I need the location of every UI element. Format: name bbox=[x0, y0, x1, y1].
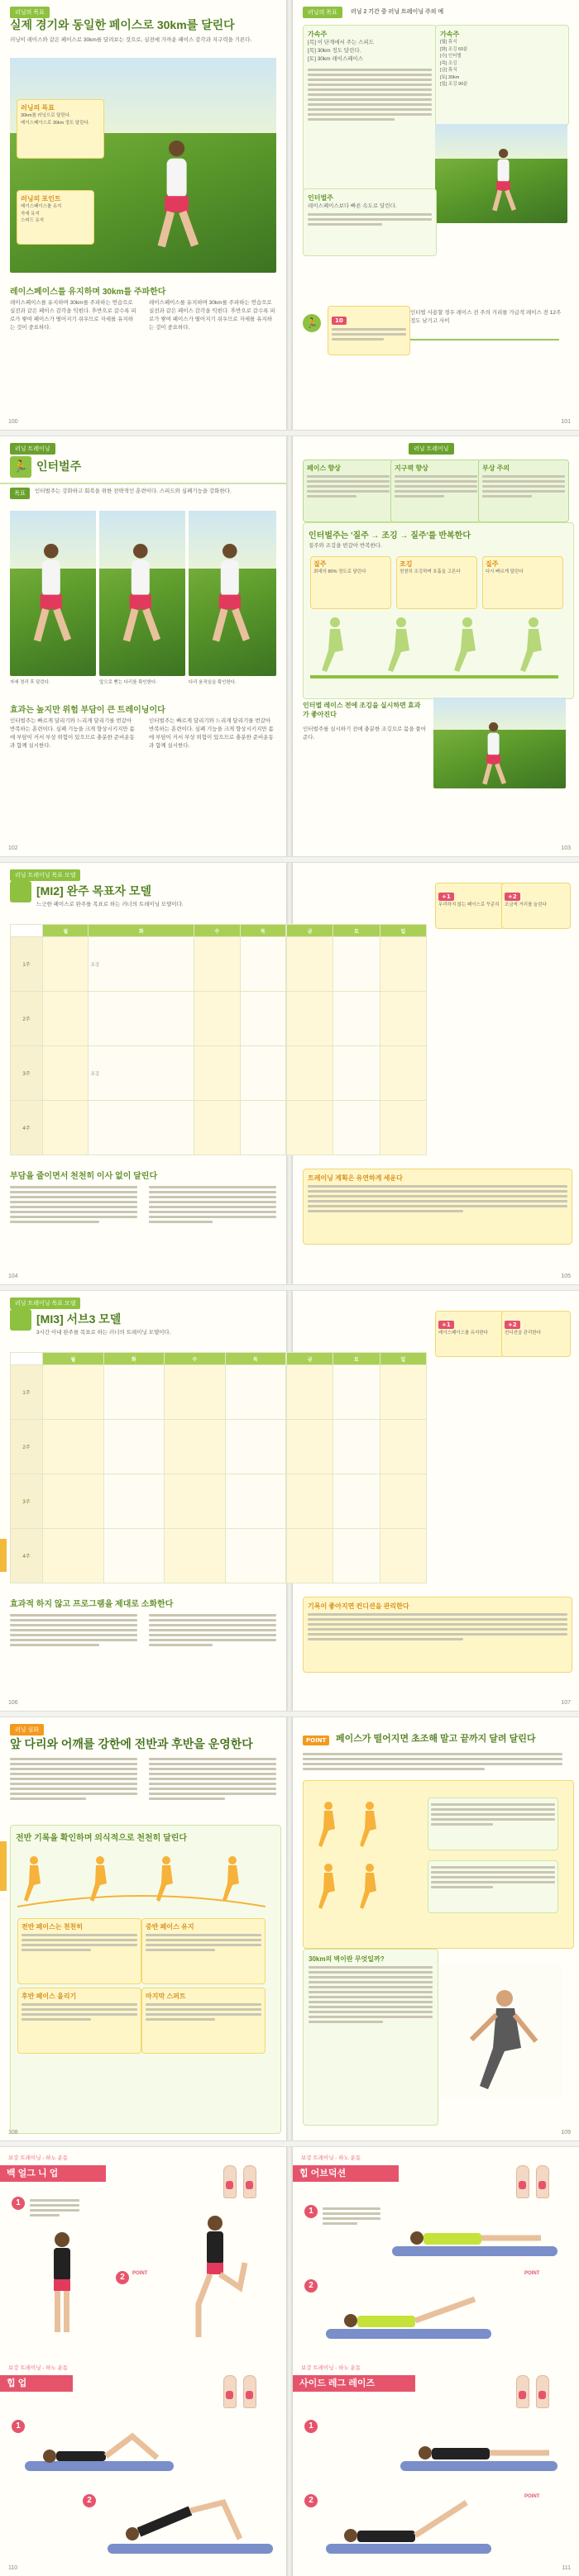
section-tag: 러닝 트레이닝 bbox=[409, 443, 454, 455]
timeline-text: 인터벌 사용할 경우 레이스 전 주의 거리를 가급적 레이스 전 12주 정도 남기고 사이 bbox=[410, 310, 562, 325]
tip-badge: +1 bbox=[438, 893, 454, 901]
row-header: 3주 bbox=[11, 1046, 43, 1101]
row-header: 1주 bbox=[11, 1365, 43, 1420]
pace-down-panel bbox=[303, 1780, 574, 1949]
step-number: 2 bbox=[304, 2494, 318, 2507]
runner-photo-small bbox=[435, 124, 567, 223]
bottom-title: 인터벌 레이스 전에 조깅을 실시하면 효과가 좋아진다 bbox=[303, 702, 421, 718]
section-title: 효과적 하지 않고 프로그램을 제대로 소화한다 bbox=[10, 1600, 174, 1609]
pace-figures bbox=[312, 1797, 419, 1921]
right-box-item: [수] 인터벌 bbox=[440, 54, 462, 60]
tip-title: 컨디션을 관리한다 bbox=[505, 1331, 542, 1336]
section-tag: 러닝 트레이닝 목표 모델 bbox=[10, 869, 80, 881]
plan-box-title: 전반 페이스는 천천히 bbox=[22, 1923, 83, 1931]
left-box-item: [토] 30km 레이스페이스 bbox=[308, 56, 364, 63]
row-header: 1주 bbox=[11, 937, 43, 992]
photo-caption: 자세 정리 후 달린다. bbox=[10, 680, 50, 685]
tip-badge: +2 bbox=[505, 1321, 520, 1329]
step-box bbox=[310, 556, 391, 609]
runner-icon: 🏃 bbox=[303, 314, 321, 332]
page-number: 109 bbox=[561, 2130, 571, 2136]
column-header: 토 bbox=[333, 1353, 380, 1365]
column-header: 월 bbox=[43, 1353, 104, 1365]
point-badge: POINT bbox=[303, 1736, 329, 1745]
wall-info-box bbox=[303, 1949, 438, 2126]
pace-silhouettes bbox=[17, 1852, 266, 1910]
page-number: 104 bbox=[8, 1274, 18, 1279]
tip-title: 레이스페이스를 유지한다 bbox=[438, 1331, 488, 1336]
tip-box-2 bbox=[501, 1311, 571, 1357]
photo-caption-title: 러닝의 목표 bbox=[21, 104, 55, 112]
page-number: 107 bbox=[561, 1700, 571, 1706]
row-header: 2주 bbox=[11, 992, 43, 1046]
info-box-1 bbox=[303, 459, 394, 522]
training-model-table-continued bbox=[286, 924, 427, 1155]
right-box-item: [월] 휴식 bbox=[440, 40, 457, 45]
point-label: POINT bbox=[524, 2271, 540, 2276]
plan-box bbox=[141, 1988, 266, 2054]
column-header: 수 bbox=[194, 925, 240, 937]
section-title: 효과는 높지만 위험 부담이 큰 트레이닝이다 bbox=[10, 706, 165, 715]
bottom-box-title: 인터벌주 bbox=[308, 194, 333, 202]
tip-box-1 bbox=[435, 1311, 505, 1357]
step-number: 2 bbox=[116, 2271, 129, 2284]
legend-item: 자세 유지 bbox=[21, 211, 40, 217]
page-108 bbox=[0, 1717, 286, 2140]
column-header: 금 bbox=[287, 1353, 333, 1365]
diagram-body: 질주와 조깅을 번갈아 반복한다. bbox=[309, 543, 382, 549]
column-header: 목 bbox=[225, 1353, 286, 1365]
page-title: [MI2] 완주 목표자 모델 bbox=[36, 884, 151, 898]
photo-caption: 다리 움직임을 확인한다. bbox=[189, 680, 237, 685]
anatomy-front-icon bbox=[516, 2165, 529, 2198]
page-103 bbox=[293, 436, 579, 856]
step-number: 2 bbox=[304, 2279, 318, 2293]
right-box-title: 가속주 bbox=[440, 31, 460, 38]
plan-box bbox=[17, 1918, 141, 1984]
step-number: 1 bbox=[304, 2420, 318, 2433]
exercise-figure-5 bbox=[400, 2213, 557, 2255]
spread-5 bbox=[0, 1717, 579, 2140]
cell-note: 조깅 bbox=[90, 962, 100, 968]
anatomy-back-icon bbox=[243, 2375, 256, 2408]
page-109 bbox=[293, 1717, 579, 2140]
column-header: 일 bbox=[380, 1353, 426, 1365]
tip-title: 무리하지 않는 페이스로 꾸준히 bbox=[438, 902, 500, 907]
section-title: 레이스페이스를 유지하며 30km를 주파한다 bbox=[10, 288, 166, 297]
anatomy-back-icon bbox=[243, 2165, 256, 2198]
column-header: 화 bbox=[103, 1353, 165, 1365]
cell-note: 조깅 bbox=[90, 1071, 100, 1077]
page-number: 111 bbox=[562, 2565, 571, 2571]
page-107 bbox=[293, 1291, 579, 1711]
model-icon bbox=[10, 1309, 31, 1331]
anatomy-front-icon bbox=[223, 2375, 237, 2408]
step-number: 1 bbox=[12, 2420, 25, 2433]
step-desc: 천천히 조깅하며 호흡을 고른다 bbox=[400, 569, 461, 574]
label-chip: 목표 bbox=[10, 488, 30, 499]
spread-6 bbox=[0, 2147, 579, 2576]
page-106 bbox=[0, 1291, 286, 1711]
training-model-table-continued bbox=[286, 1352, 427, 1583]
page-title: [MI3] 서브3 모델 bbox=[36, 1312, 122, 1326]
spread-4 bbox=[0, 1291, 579, 1711]
exercise-figure-8 bbox=[334, 2494, 491, 2549]
timeline-area bbox=[303, 306, 567, 372]
plan-box bbox=[17, 1988, 141, 2054]
page-102 bbox=[0, 436, 286, 856]
tip-badge: +1 bbox=[438, 1321, 454, 1329]
spread-2 bbox=[0, 436, 579, 856]
step-label: 조깅 bbox=[400, 560, 413, 568]
page-number: 106 bbox=[8, 1700, 18, 1706]
exercise-tag: 보강 트레이닝 - 하노 운동 bbox=[301, 2155, 361, 2161]
advice-box bbox=[303, 1597, 572, 1673]
column-header: 토 bbox=[333, 925, 380, 937]
section-body-col2: 인터벌주는 빠르게 달리기와 느리게 달리기를 번갈아 반복하는 훈련이다. 심폐 기능을 크게 향상시키지만 몸에 부담이 커서 부상 위험이 있으므로 충분한 준비운동과 함께 실시한다. bbox=[149, 718, 274, 750]
page-104 bbox=[0, 863, 286, 1284]
badge: 10 bbox=[332, 317, 347, 325]
photo-caption-item: 30km를 러닝으로 달린다. bbox=[21, 113, 71, 118]
exercise-tag: 보강 트레이닝 - 하노 운동 bbox=[8, 2365, 69, 2371]
interval-diagram-panel bbox=[303, 522, 574, 699]
side-tab bbox=[0, 1539, 7, 1572]
page-105 bbox=[293, 863, 579, 1284]
left-box-title: 가속주 bbox=[308, 31, 328, 38]
model-icon bbox=[10, 881, 31, 902]
intro-text: 러닝이 레이스와 같은 페이스로 30km를 달려보는 것으로, 실전에 가까운 페이스 감각과 지구력을 기른다. bbox=[10, 37, 252, 43]
page-number: 110 bbox=[8, 2565, 18, 2571]
exercise-figure-1 bbox=[33, 2230, 91, 2345]
column-header: 금 bbox=[287, 925, 333, 937]
warmup-photo bbox=[433, 698, 566, 788]
right-box-item: [일] 조깅 90분 bbox=[440, 82, 468, 88]
legend-box bbox=[17, 190, 94, 245]
row-header: 3주 bbox=[11, 1474, 43, 1529]
section-tag: 러닝의 목표 bbox=[303, 7, 342, 18]
page-100 bbox=[0, 0, 286, 430]
step-label: 질주 bbox=[313, 560, 327, 568]
step-number: 1 bbox=[304, 2205, 318, 2218]
runner-icon: 🏃 bbox=[10, 456, 31, 478]
right-box-item: [금] 휴식 bbox=[440, 68, 457, 74]
page-header: 러닝 2 기간 중 러닝 트레이닝 주의 예 bbox=[351, 9, 444, 15]
right-box-item: [토] 30km bbox=[440, 74, 460, 80]
page-number: 102 bbox=[8, 845, 18, 851]
row-header: 2주 bbox=[11, 1420, 43, 1474]
step-number: 1 bbox=[12, 2197, 25, 2210]
step-desc: 최대의 80% 정도로 달린다 bbox=[313, 569, 366, 574]
page-number: 105 bbox=[561, 1274, 571, 1279]
training-model-table bbox=[10, 1352, 286, 1583]
section-tag: 러닝 트레이닝 bbox=[10, 443, 55, 455]
panel-title: 전반 기록을 확인하며 의식적으로 천천히 달린다 bbox=[16, 1834, 188, 1843]
point-label: POINT bbox=[132, 2271, 148, 2276]
page-title: 인터벌주 bbox=[36, 459, 82, 473]
race-plan-panel bbox=[10, 1825, 281, 2134]
legend-item: 레이스페이스를 유지 bbox=[21, 204, 62, 209]
anatomy-front-icon bbox=[223, 2165, 237, 2198]
advice-title: 트레이닝 계획은 유연하게 세운다 bbox=[308, 1174, 403, 1182]
anatomy-back-icon bbox=[536, 2375, 549, 2408]
intro-text: 느긋한 페이스로 완주를 목표로 하는 러너의 트레이닝 모델이다. bbox=[36, 902, 184, 907]
section-title: 부담을 줄이면서 천천히 이사 없이 달린다 bbox=[10, 1172, 158, 1181]
page-title: 실제 경기와 동일한 페이스로 30km를 달린다 bbox=[10, 18, 235, 31]
advice-box bbox=[303, 1169, 572, 1245]
interval-photo-2 bbox=[99, 511, 185, 676]
advice-title: 기록이 좋아지면 컨디션을 관리한다 bbox=[308, 1602, 409, 1610]
column-header: 수 bbox=[165, 1353, 226, 1365]
right-box-item: [목] 조깅 bbox=[440, 60, 457, 66]
runner-photo bbox=[10, 58, 276, 273]
page-title: 앞 다리와 어깨를 강한에 전반과 후반을 운영한다 bbox=[10, 1737, 253, 1750]
column-header: 월 bbox=[43, 925, 89, 937]
section-tag: 러닝의 목표 bbox=[10, 7, 50, 18]
tired-runner-illustration bbox=[438, 1965, 562, 2097]
interval-photo-3 bbox=[189, 511, 276, 676]
section-body-col2: 레이스페이스를 유지하며 30km를 주파하는 연습으로 실전과 같은 페이스 감각을 익힌다. 후반으로 갈수록 피로가 쌓여 페이스가 떨어지기 쉬우므로 자세를 유지하는 것이 중요하다. bbox=[149, 300, 275, 331]
step-number: 2 bbox=[83, 2494, 96, 2507]
interval-photo-1 bbox=[10, 511, 96, 676]
tip-title: 조금씩 거리를 늘린다 bbox=[505, 902, 547, 907]
info-box-2 bbox=[390, 459, 481, 522]
pace-note bbox=[428, 1860, 558, 1913]
page-110 bbox=[0, 2147, 286, 2576]
section-tag: 러닝 트레이닝 목표 모델 bbox=[10, 1298, 80, 1309]
photo-caption: 앞으로 뻗는 다리를 확인한다. bbox=[99, 680, 157, 685]
step-desc: 다시 빠르게 달린다 bbox=[486, 569, 524, 574]
page-111 bbox=[293, 2147, 579, 2576]
page-number: 103 bbox=[561, 845, 571, 851]
intro-text: 3시간 이내 완주를 목표로 하는 러너의 트레이닝 모델이다. bbox=[36, 1330, 171, 1336]
tip-box-1 bbox=[435, 883, 505, 929]
exercise-figure-3 bbox=[33, 2428, 174, 2469]
section-body: 레이스페이스를 유지하며 30km를 주파하는 연습으로 실전과 같은 페이스 감각을 익힌다. 후반으로 갈수록 피로가 쌓여 페이스가 떨어지기 쉬우므로 자세를 유지하는 것이 중요하다. bbox=[10, 300, 136, 331]
anatomy-back-icon bbox=[536, 2165, 549, 2198]
right-box-item: [화] 조깅 60분 bbox=[440, 46, 468, 52]
training-model-table bbox=[10, 924, 286, 1155]
pace-note bbox=[428, 1797, 558, 1850]
page-number: 100 bbox=[8, 419, 18, 425]
exercise-tag: 보강 트레이닝 - 하노 운동 bbox=[301, 2365, 361, 2371]
silhouette-runners bbox=[310, 614, 558, 680]
timeline-note bbox=[328, 306, 410, 355]
spread-3 bbox=[0, 863, 579, 1284]
anatomy-front-icon bbox=[516, 2375, 529, 2408]
step-box bbox=[396, 556, 477, 609]
subtitle: 인터벌주는 강화하고 회복을 위한 전략적인 훈련이다. 스피드와 심폐기능을 강화한다. bbox=[35, 488, 232, 494]
diagram-title: 인터벌주는 '질주 → 조깅 → 질주'를 반복한다 bbox=[309, 531, 471, 540]
tip-box-2 bbox=[501, 883, 571, 929]
row-header: 4주 bbox=[11, 1529, 43, 1583]
plan-box-title: 중반 페이스 유지 bbox=[146, 1923, 194, 1931]
plan-box bbox=[141, 1918, 266, 1984]
column-header: 화 bbox=[89, 925, 194, 937]
photo-caption-box bbox=[17, 99, 104, 159]
exercise-title: 사이드 레그 레이즈 bbox=[293, 2375, 415, 2392]
exercise-figure-7 bbox=[409, 2420, 557, 2469]
section-tag: 러닝 심화 bbox=[10, 1724, 44, 1736]
point-label: POINT bbox=[524, 2494, 540, 2499]
page-number: 101 bbox=[561, 419, 571, 425]
left-box-item: [목] 이 단계에서 주는 스피드 bbox=[308, 40, 374, 45]
page-number: 108 bbox=[8, 2130, 18, 2136]
plan-box-title: 마지막 스퍼트 bbox=[146, 1993, 186, 2000]
photo-caption-item: 레이스페이스로 30km 정도 달린다. bbox=[21, 120, 90, 126]
left-box-item: [목] 30km 정도 달린다. bbox=[308, 48, 361, 55]
bottom-box-body: 레이스페이스보다 빠른 속도로 달린다. bbox=[308, 203, 397, 209]
info-box-title: 지구력 향상 bbox=[395, 464, 428, 472]
legend-title: 러닝의 포인트 bbox=[21, 195, 61, 202]
column-header: 일 bbox=[380, 925, 426, 937]
step-label: 질주 bbox=[486, 560, 499, 568]
exercise-figure-4 bbox=[116, 2494, 273, 2547]
tip-badge: +2 bbox=[505, 893, 520, 901]
exercise-tag: 보강 트레이닝 - 하노 운동 bbox=[8, 2155, 69, 2161]
wall-info-title: 30km의 벽이란 무엇일까? bbox=[309, 1955, 385, 1963]
section-body: 인터벌주는 빠르게 달리기와 느리게 달리기를 번갈아 반복하는 훈련이다. 심폐 기능을 크게 향상시키지만 몸에 부담이 커서 부상 위험이 있으므로 충분한 준비운동과 함께 실시한다. bbox=[10, 718, 135, 750]
timeline-arrow bbox=[410, 339, 559, 340]
exercise-title: 힙 업 bbox=[0, 2375, 73, 2392]
info-box-title: 부상 주의 bbox=[482, 464, 510, 472]
exercise-title: 힙 어브덕션 bbox=[293, 2165, 399, 2182]
plan-box-title: 후반 페이스 올리기 bbox=[22, 1993, 77, 2000]
side-tab bbox=[0, 1841, 7, 1891]
exercise-title: 백 얼그 니 업 bbox=[0, 2165, 106, 2182]
page-title: 페이스가 떨어지면 초조해 말고 끝까지 달려 달린다 bbox=[336, 1734, 536, 1744]
right-info-box bbox=[435, 25, 569, 126]
spread-1 bbox=[0, 0, 579, 430]
page-101 bbox=[293, 0, 579, 430]
info-box-3 bbox=[478, 459, 569, 522]
exercise-figure-2 bbox=[174, 2213, 256, 2345]
exercise-figure-6 bbox=[334, 2288, 491, 2337]
column-header: 목 bbox=[240, 925, 285, 937]
step-box bbox=[482, 556, 563, 609]
row-header: 4주 bbox=[11, 1101, 43, 1155]
bottom-body: 인터벌주를 실시하기 전에 충분한 조깅으로 몸을 풀어준다. bbox=[303, 726, 426, 741]
info-box-title: 페이스 향상 bbox=[307, 464, 341, 472]
left-info-box bbox=[303, 25, 437, 192]
legend-item: 스피드 유지 bbox=[21, 218, 45, 224]
bottom-info-box bbox=[303, 188, 437, 256]
